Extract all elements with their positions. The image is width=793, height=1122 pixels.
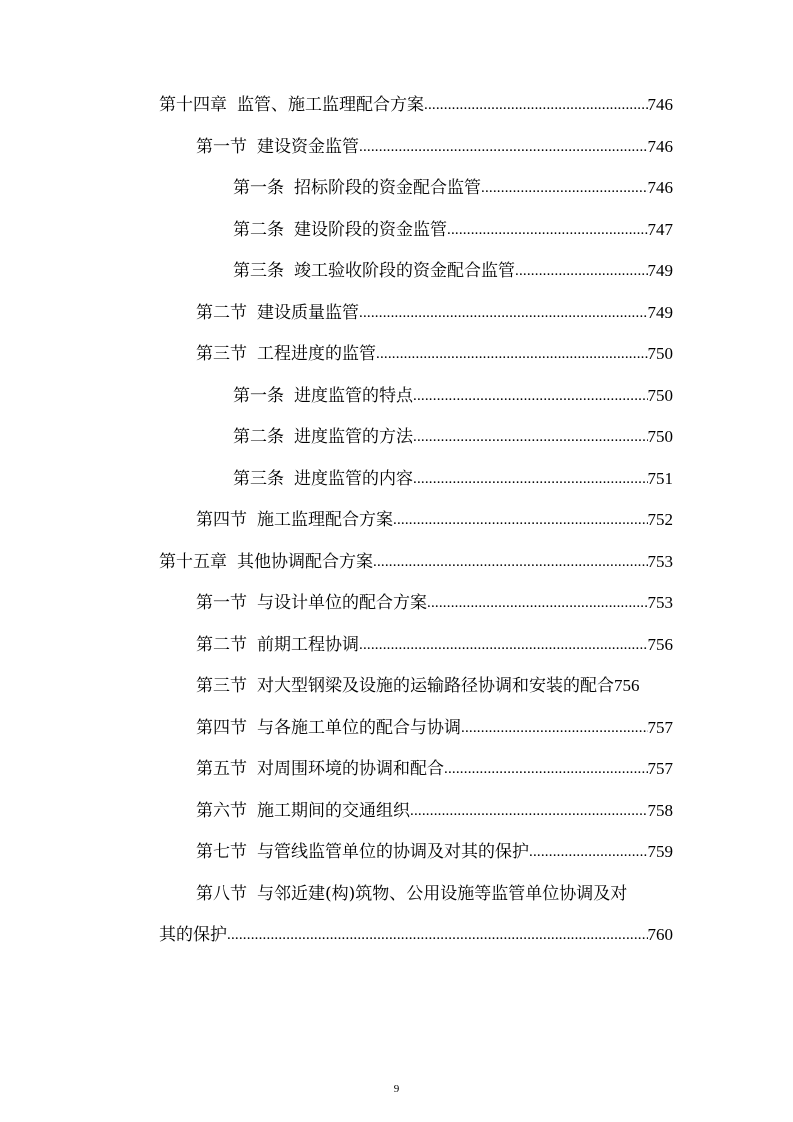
toc-entry-title-continued: 其的保护 xyxy=(159,925,227,945)
dot-leader xyxy=(376,343,648,365)
toc-entry-article[interactable] xyxy=(0,460,673,490)
toc-entry-number: 第四节 xyxy=(196,510,247,530)
toc-entry-title: 建设阶段的资金监管 xyxy=(294,220,447,240)
toc-entry-page: 749 xyxy=(647,303,673,322)
toc-entry-section[interactable] xyxy=(0,584,673,614)
dot-leader xyxy=(359,302,648,324)
toc-entry-page: 746 xyxy=(647,137,673,156)
toc-entry-title: 与邻近建(构)筑物、公用设施等监管单位协调及对 xyxy=(257,884,628,904)
dot-leader xyxy=(359,136,648,158)
toc-entry-section[interactable] xyxy=(0,335,673,365)
dot-leader xyxy=(359,634,648,656)
toc-entry-page: 753 xyxy=(647,593,673,612)
toc-entry-page: 757 xyxy=(647,718,673,737)
toc-entry-title: 与管线监管单位的协调及对其的保护 xyxy=(257,842,529,862)
toc-entry-article[interactable] xyxy=(0,211,673,241)
dot-leader xyxy=(427,592,648,614)
toc-entry-page: 750 xyxy=(647,386,673,405)
dot-leader xyxy=(424,94,648,116)
toc-entry-number: 第三条 xyxy=(233,261,284,281)
dot-leader xyxy=(413,385,648,407)
toc-entry-section[interactable] xyxy=(0,626,673,656)
toc-entry-page: 756 xyxy=(614,676,640,695)
dot-leader xyxy=(413,468,648,490)
dot-leader xyxy=(444,758,648,780)
toc-entry-number: 第六节 xyxy=(196,801,247,821)
toc-entry-number: 第二条 xyxy=(233,220,284,240)
toc-entry-number: 第三节 xyxy=(196,344,247,364)
toc-entry-page: 753 xyxy=(647,552,673,571)
toc-entry-section[interactable] xyxy=(0,875,673,905)
toc-entry-page: 747 xyxy=(647,220,673,239)
toc-entry-title: 与设计单位的配合方案 xyxy=(257,593,427,613)
toc-entry-number: 第一节 xyxy=(196,593,247,613)
toc-entry-page: 750 xyxy=(647,427,673,446)
page-number: 9 xyxy=(393,1083,400,1095)
toc-entry-number: 第二节 xyxy=(196,635,247,655)
toc-entry-page: 749 xyxy=(647,261,673,280)
dot-leader xyxy=(481,177,648,199)
toc-entry-article[interactable] xyxy=(0,169,673,199)
toc-entry-page: 758 xyxy=(647,801,673,820)
toc-entry-title: 前期工程协调 xyxy=(257,635,359,655)
toc-entry-number: 第七节 xyxy=(196,842,247,862)
toc-entry-number: 第一条 xyxy=(233,178,284,198)
toc-entry-page: 750 xyxy=(647,344,673,363)
toc-entry-section[interactable] xyxy=(0,833,673,863)
dot-leader xyxy=(393,509,648,531)
toc-entry-title: 施工期间的交通组织 xyxy=(257,801,410,821)
toc-entry-title: 监管、施工监理配合方案 xyxy=(237,95,424,115)
toc-entry-page: 746 xyxy=(647,178,673,197)
toc-entry-title: 施工监理配合方案 xyxy=(257,510,393,530)
toc-entry-section[interactable] xyxy=(0,667,673,697)
toc-entry-number: 第一节 xyxy=(196,137,247,157)
dot-leader xyxy=(529,841,648,863)
dot-leader xyxy=(373,551,648,573)
toc-entry-number: 第三条 xyxy=(233,469,284,489)
toc-entry-number: 第三节 xyxy=(196,676,247,696)
toc-entry-title: 对周围环境的协调和配合 xyxy=(257,759,444,779)
toc-entry-title: 工程进度的监管 xyxy=(257,344,376,364)
toc-entry-continuation[interactable] xyxy=(159,916,673,946)
toc-entry-section[interactable] xyxy=(0,709,673,739)
toc-entry-article[interactable] xyxy=(0,252,673,282)
toc-entry-number: 第四节 xyxy=(196,718,247,738)
toc-entry-title: 对大型钢梁及设施的运输路径协调和安装的配合 xyxy=(257,676,614,696)
toc-entry-chapter-14[interactable] xyxy=(0,86,673,116)
toc-entry-chapter-15[interactable] xyxy=(0,543,673,573)
toc-entry-title: 建设资金监管 xyxy=(257,137,359,157)
toc-entry-section[interactable] xyxy=(0,750,673,780)
toc-entry-page: 760 xyxy=(647,925,673,944)
toc-entry-number: 第二节 xyxy=(196,303,247,323)
toc-entry-page: 751 xyxy=(647,469,673,488)
dot-leader xyxy=(227,924,648,946)
dot-leader xyxy=(413,426,648,448)
toc-entry-title: 进度监管的特点 xyxy=(294,386,413,406)
toc-entry-section[interactable] xyxy=(0,501,673,531)
toc-entry-title: 竣工验收阶段的资金配合监管 xyxy=(294,261,515,281)
toc-entry-number: 第八节 xyxy=(196,884,247,904)
toc-entry-page: 746 xyxy=(647,95,673,114)
toc-entry-section[interactable] xyxy=(0,128,673,158)
toc-entry-title: 进度监管的方法 xyxy=(294,427,413,447)
toc-entry-number: 第一条 xyxy=(233,386,284,406)
dot-leader xyxy=(515,260,648,282)
toc-entry-title: 与各施工单位的配合与协调 xyxy=(257,718,461,738)
toc-entry-section[interactable] xyxy=(0,294,673,324)
toc-entry-number: 第十五章 xyxy=(159,552,227,572)
toc-entry-page: 752 xyxy=(647,510,673,529)
toc-entry-number: 第十四章 xyxy=(159,95,227,115)
toc-entry-number: 第二条 xyxy=(233,427,284,447)
dot-leader xyxy=(461,717,648,739)
dot-leader xyxy=(447,219,648,241)
toc-entry-number: 第五节 xyxy=(196,759,247,779)
toc-entry-page: 757 xyxy=(647,759,673,778)
toc-entry-article[interactable] xyxy=(0,377,673,407)
dot-leader xyxy=(410,800,648,822)
toc-entry-title: 其他协调配合方案 xyxy=(237,552,373,572)
toc-entry-page: 756 xyxy=(647,635,673,654)
toc-entry-title: 进度监管的内容 xyxy=(294,469,413,489)
toc-entry-section[interactable] xyxy=(0,792,673,822)
toc-entry-title: 建设质量监管 xyxy=(257,303,359,323)
toc-entry-title: 招标阶段的资金配合监管 xyxy=(294,178,481,198)
toc-entry-page: 759 xyxy=(647,842,673,861)
toc-entry-article[interactable] xyxy=(0,418,673,448)
